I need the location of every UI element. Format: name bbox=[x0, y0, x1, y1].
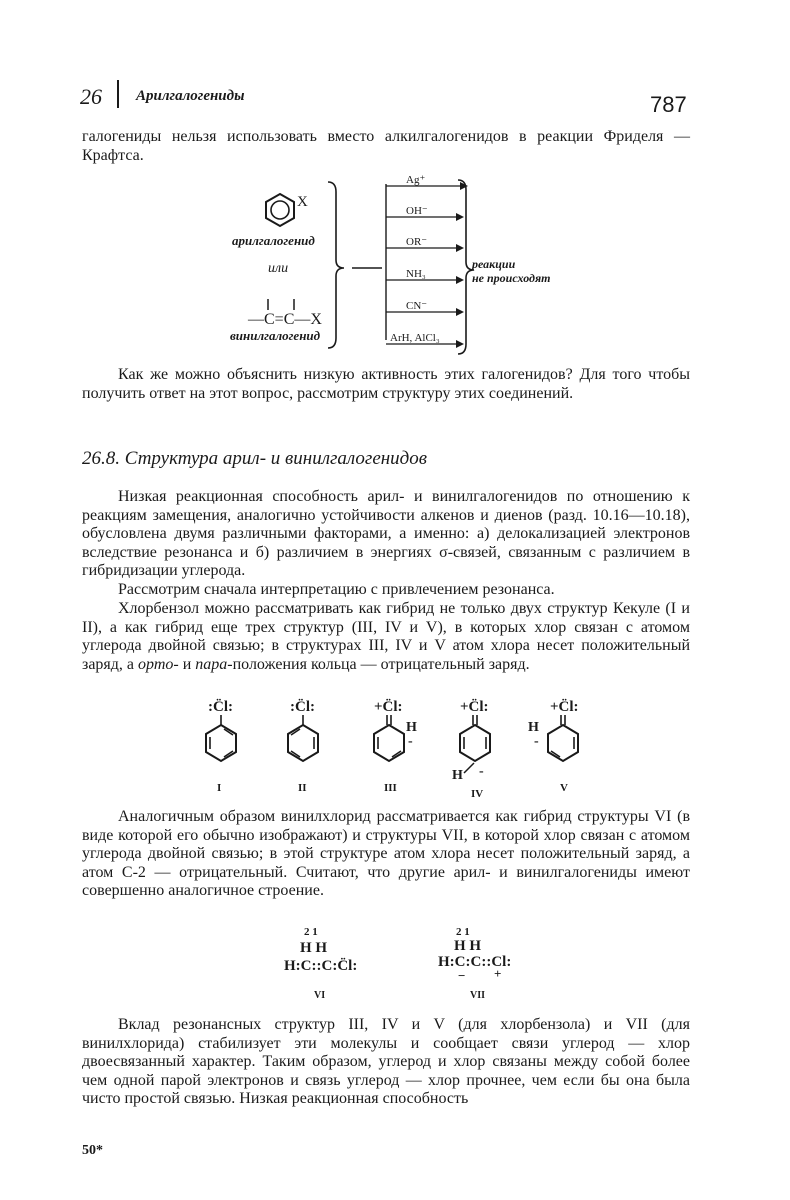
structure-vii-label: VII bbox=[470, 990, 486, 1001]
result-line-2: не происходят bbox=[472, 271, 551, 285]
paragraph-3 bbox=[82, 600, 690, 674]
resonance-structures bbox=[180, 693, 600, 805]
aryl-substituent: X bbox=[297, 194, 308, 210]
intro-text: галогениды нельзя использовать вместо алкилгалогенидов в реакции Фриделя — Крафтса. bbox=[82, 128, 690, 164]
paragraph-3-part-a: Хлорбензол можно рассматривать как гибрид не только двух структур Кекуле (I и II), а как гибрид еще трех структур (III, IV и V), в которых хлор связан с атомом углерода двойной связью; в структурах III, IV и V атом хлора несет положительный заряд, а bbox=[82, 600, 690, 673]
structure-v-label: V bbox=[560, 782, 568, 794]
paragraph-2: Рассмотрим сначала интерпретацию с привлечением резонанса. bbox=[118, 581, 555, 598]
paragraph-4: Аналогичным образом винилхлорид рассматривается как гибрид структуры VI (в виде которой его обычно изображают) и структуры VII, в которой хлор связан с атомом углерода двойной связью; в этой структуре атом хлора несет положительный заряд, а атом С-2 — отрицательный. Считают, что другие арил- и винилгалогениды имеют совершенно аналогичное строение. bbox=[82, 808, 690, 900]
or-label: или bbox=[268, 261, 289, 276]
structure-iv bbox=[452, 699, 490, 800]
vinyl-label: винилгалогенид bbox=[230, 328, 321, 343]
reagent-ag: Ag⁺ bbox=[406, 174, 426, 186]
reaction-scheme bbox=[220, 172, 580, 364]
structure-vii-numbers: 2 1 bbox=[456, 926, 470, 938]
structure-i-chlorine: :C̈l: bbox=[208, 699, 233, 715]
structure-vi-label: VI bbox=[314, 990, 326, 1001]
structure-iv-chlorine: +C̈l: bbox=[460, 699, 489, 715]
structure-vi-hydrogens: H H bbox=[300, 940, 328, 956]
structure-vi-numbers: 2 1 bbox=[304, 926, 318, 938]
paragraph-1: Низкая реакционная способность арил- и винилгалогенидов по отношению к реакциям замещения, аналогично устойчивости алкенов и диенов (разд. 10.16—10.18), обусловлена двумя различными факторами, а именно: а) делокализацией электронов вследствие резонанса и б) различием в энергиях σ-связей, связанным с различием в гибридизации углерода. bbox=[82, 488, 690, 580]
structure-v-chlorine: +C̈l: bbox=[550, 699, 579, 715]
structure-vii-hydrogens: H H bbox=[454, 938, 482, 954]
structure-iv-minus: - bbox=[479, 764, 484, 779]
reagent-oh: OH⁻ bbox=[406, 205, 428, 217]
structure-v-minus: - bbox=[534, 734, 539, 749]
benzene-ring-icon bbox=[266, 194, 294, 226]
structure-vi bbox=[284, 926, 357, 1001]
reagent-cn: CN⁻ bbox=[406, 300, 428, 312]
vinyl-structures bbox=[270, 922, 530, 1008]
chapter-number: 26 bbox=[80, 84, 102, 109]
section-title: 26.8. Структура арил- и винилгалогенидов bbox=[82, 448, 428, 469]
paragraph-5: Вклад резонансных структур III, IV и V (для хлорбензола) и VII (для винилхлорида) стабилизует эти молекулы и сообщает связи углерод — хлор двоесвязанный характер. Таким образом, углерод и хлор связаны между собой более чем одной парой электронов и связь углерод — хлор прочнее, чем если бы она была чисто простой связью. Низкая реакционная способность bbox=[82, 1016, 690, 1108]
paragraph-3-part-c: -положения кольца — отрицательный заряд. bbox=[227, 655, 530, 673]
structure-iii-chlorine: +C̈l: bbox=[374, 699, 403, 715]
structure-vi-formula: H:C::C:C̈l: bbox=[284, 958, 358, 974]
chapter-title: Арилгалогениды bbox=[136, 88, 245, 104]
structure-v-hydrogen: H bbox=[528, 720, 539, 735]
structure-ii bbox=[288, 699, 318, 794]
structure-iii-minus: - bbox=[408, 734, 413, 749]
left-brace bbox=[328, 182, 344, 348]
reagent-nh3: NH₃ bbox=[406, 268, 426, 280]
structure-iii-label: III bbox=[384, 782, 397, 794]
structure-vii bbox=[438, 926, 511, 1001]
structure-iv-hydrogen: H bbox=[452, 768, 463, 783]
reagent-arh: ArH, AlCl₃ bbox=[390, 332, 440, 344]
structure-vii-minus: − bbox=[458, 968, 466, 983]
result-line-1: реакции bbox=[472, 257, 516, 271]
structure-vii-plus: + bbox=[494, 966, 502, 981]
aryl-label: арилгалогенид bbox=[232, 233, 315, 248]
structure-v bbox=[528, 699, 579, 794]
paragraph-3-part-b: и bbox=[178, 655, 196, 673]
structure-vii-formula: H:C:C::Cl: bbox=[438, 954, 512, 970]
page-number: 787 bbox=[650, 92, 687, 117]
question-paragraph: Как же можно объяснить низкую активность этих галогенидов? Для того чтобы получить ответ на этот вопрос, рассмотрим структуру этих соединений. bbox=[82, 366, 690, 402]
vinyl-formula: —C=C—X bbox=[248, 311, 322, 328]
structure-ii-chlorine: :C̈l: bbox=[290, 699, 315, 715]
structure-iii-hydrogen: H bbox=[406, 720, 417, 735]
para-term: пара bbox=[195, 655, 228, 673]
reagent-or: OR⁻ bbox=[406, 236, 428, 248]
structure-iii bbox=[374, 699, 417, 794]
structure-ii-label: II bbox=[298, 782, 307, 794]
header-divider bbox=[117, 80, 119, 108]
signature-mark: 50* bbox=[82, 1143, 103, 1158]
structure-i bbox=[206, 699, 236, 794]
ortho-term: орто- bbox=[138, 655, 179, 673]
structure-i-label: I bbox=[217, 782, 222, 794]
structure-iv-label: IV bbox=[471, 788, 484, 800]
